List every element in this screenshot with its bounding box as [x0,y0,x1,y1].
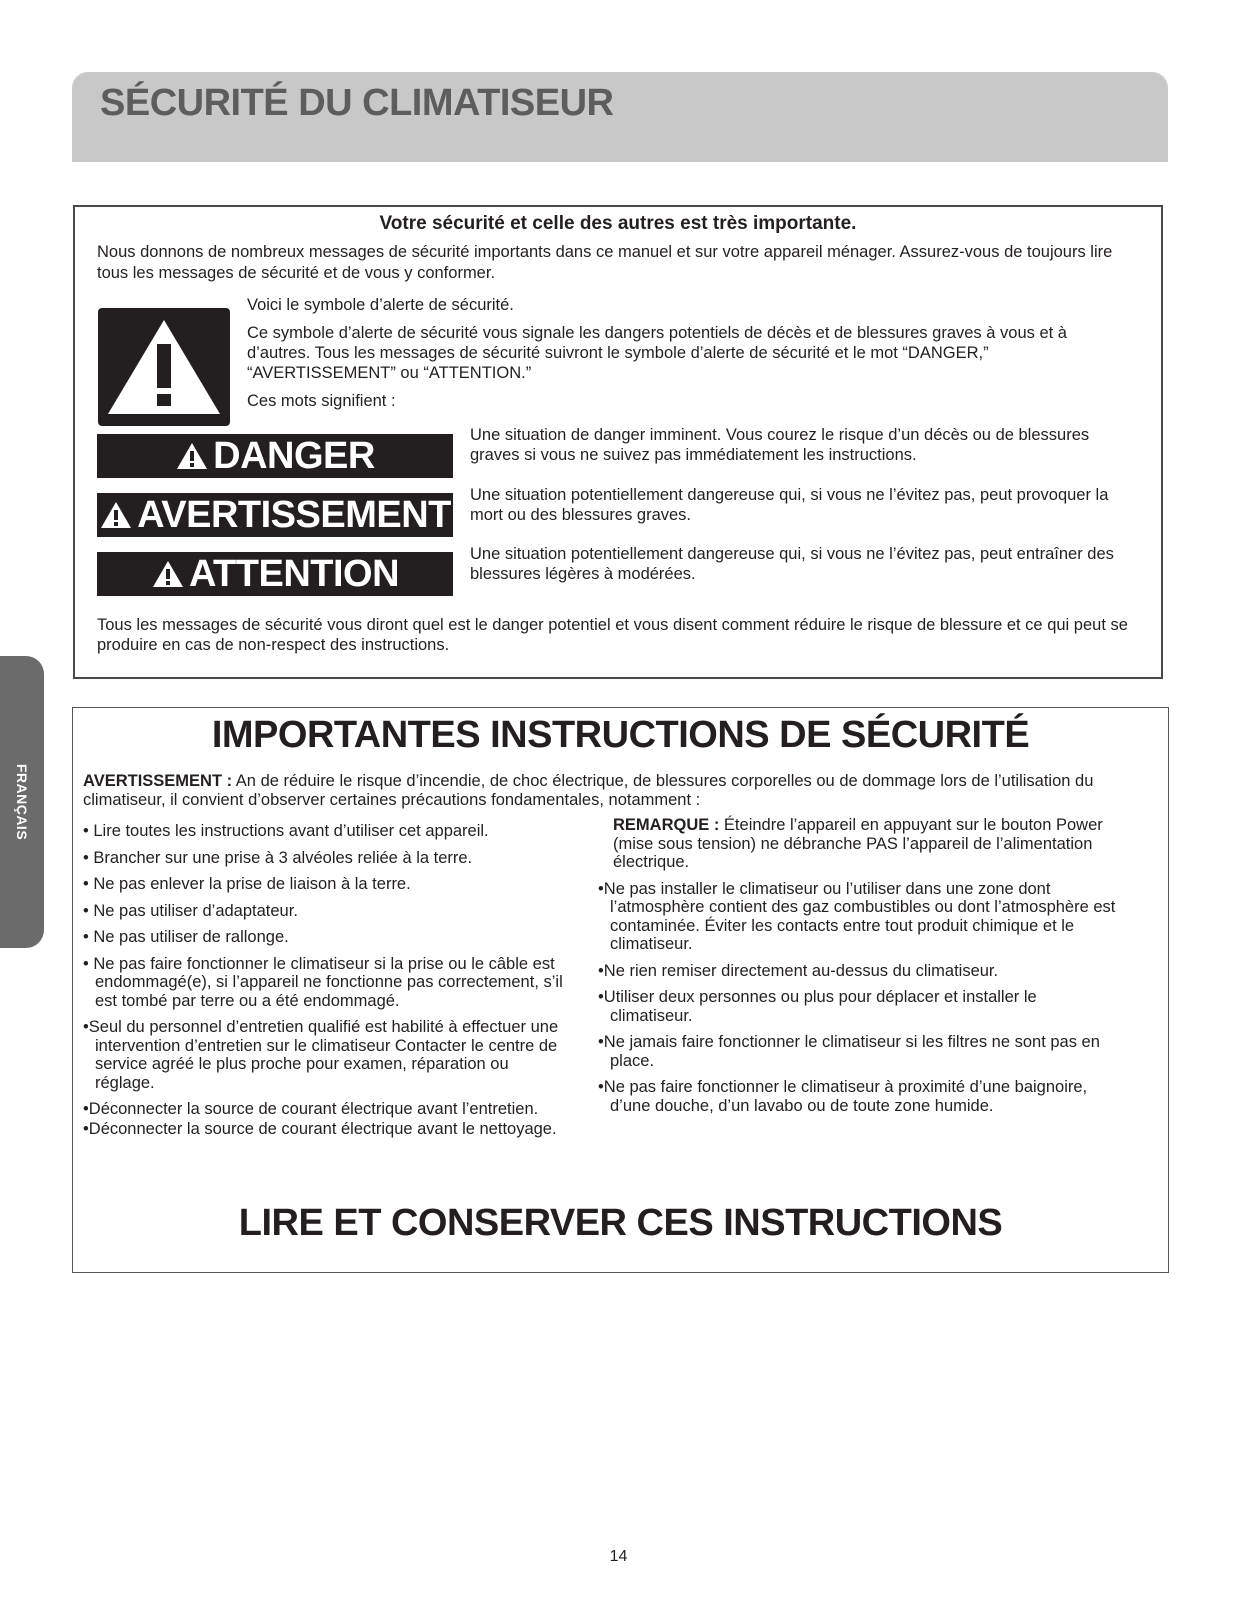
alert-symbol-explanation [247,295,1127,419]
language-tab-label: FRANÇAIS [14,763,30,841]
section-title: SÉCURITÉ DU CLIMATISEUR [100,82,614,124]
section-header [72,72,1168,162]
list-item: •Ne jamais faire fonctionner le climatiseur si les filtres ne sont pas en place. [598,1033,1100,1070]
warning-triangle-icon [151,559,185,589]
note-text: Éteindre l’appareil en appuyant sur le bouton Power (mise sous tension) ne débranche PAS l’appareil de l’alimentation électrique. [613,816,1103,871]
read-keep-instructions-title: LIRE ET CONSERVER CES INSTRUCTIONS [238,1202,1003,1244]
symbol-description: Ce symbole d’alerte de sécurité vous signale les dangers potentiels de décès et de blessures graves à vous et à d’autres. Tous les messages de sécurité suivront le symbole d’alerte de sécurité et le mot “DANGER,” “AVERTISSEMENT” ou “ATTENTION.” [247,324,1067,382]
words-mean-line: Ces mots signifient : [247,392,396,410]
list-item: • Ne pas utiliser de rallonge. [83,928,289,946]
important-instructions-box [72,707,1169,1273]
symbol-line: Voici le symbole d’alerte de sécurité. [247,296,514,314]
attention-label: ATTENTION [188,552,400,595]
safety-notice-box [73,205,1163,679]
instructions-right-column [598,816,1123,1123]
attention-label-bar [97,552,453,596]
list-item: •Ne pas faire fonctionner le climatiseur à proximité d’une baignoire, d’une douche, d’un lavabo ou de toute zone humide. [598,1078,1088,1115]
instructions-title: IMPORTANTES INSTRUCTIONS DE SÉCURITÉ [211,714,1030,756]
danger-description: Une situation de danger imminent. Vous courez le risque d’un décès ou de blessures graves si vous ne suivez pas immédiatement les instructions. [470,426,1090,464]
safety-notice-intro: Nous donnons de nombreux messages de sécurité importants dans ce manuel et sur votre appareil ménager. Assurez-vous de toujours lire tous les messages de sécurité et de vous y conformer. [97,243,1113,282]
avertissement-description: Une situation potentiellement dangereuse qui, si vous ne l’évitez pas, peut provoquer la mort ou des blessures graves. [470,486,1109,524]
warning-text: An de réduire le risque d’incendie, de choc électrique, de blessures corporelles ou de dommage lors de l’utilisation du climatiseur, il convient d’observer certaines précautions fondamentales, notamment : [83,772,1094,809]
list-item: •Déconnecter la source de courant électrique avant le nettoyage. [83,1119,557,1138]
danger-label-bar [97,434,453,478]
list-item: •Utiliser deux personnes ou plus pour déplacer et installer le climatiseur. [598,988,1037,1025]
language-tab [0,656,44,948]
list-item: • Ne pas enlever la prise de liaison à la terre. [83,875,411,893]
danger-label: DANGER [213,434,375,477]
list-item: • Ne pas utiliser d’adaptateur. [83,901,298,920]
warning-triangle-icon [99,500,133,530]
list-item: •Seul du personnel d’entretien qualifié est habilité à effectuer une intervention d’entretien sur le climatiseur Contacter le centre de service agréé le plus proche pour examen, réparation ou réglage. [83,1018,559,1092]
list-item: • Brancher sur une prise à 3 alvéoles reliée à la terre. [83,848,473,867]
list-item: •Déconnecter la source de courant électrique avant l’entretien. [83,1100,539,1118]
warning-label: AVERTISSEMENT : [83,772,233,790]
list-item: • Lire toutes les instructions avant d’utiliser cet appareil. [83,822,489,840]
safety-alert-symbol-icon [98,308,230,426]
page-number: 14 [609,1548,628,1565]
warning-triangle-icon [175,441,209,471]
instructions-left-column [83,822,568,1146]
safety-notice-heading: Votre sécurité et celle des autres est très importante. [379,213,857,234]
list-item: • Ne pas faire fonctionner le climatiseur si la prise ou le câble est endommagé(e), si l’appareil ne fonctionne pas correctement, s’il est tombé par terre ou a été endommagé. [83,954,563,1010]
attention-description: Une situation potentiellement dangereuse qui, si vous ne l’évitez pas, peut entraîner des blessures légères à modérées. [470,545,1114,583]
safety-notice-footer: Tous les messages de sécurité vous diront quel est le danger potentiel et vous disent comment réduire le risque de blessure et ce qui peut se produire en cas de non-respect des instructions. [97,616,1128,654]
avertissement-label: AVERTISSEMENT [137,493,451,536]
list-item: •Ne rien remiser directement au-dessus du climatiseur. [598,961,999,980]
note-label: REMARQUE : [613,816,720,834]
instructions-warning [83,772,1143,810]
note-paragraph [598,816,1123,872]
list-item: •Ne pas installer le climatiseur ou l’utiliser dans une zone dont l’atmosphère contient des gaz combustibles ou dont l’atmosphère est contaminée. Éviter les contacts entre tout produit chimique et le climatiseur. [598,879,1116,953]
avertissement-label-bar [97,493,453,537]
